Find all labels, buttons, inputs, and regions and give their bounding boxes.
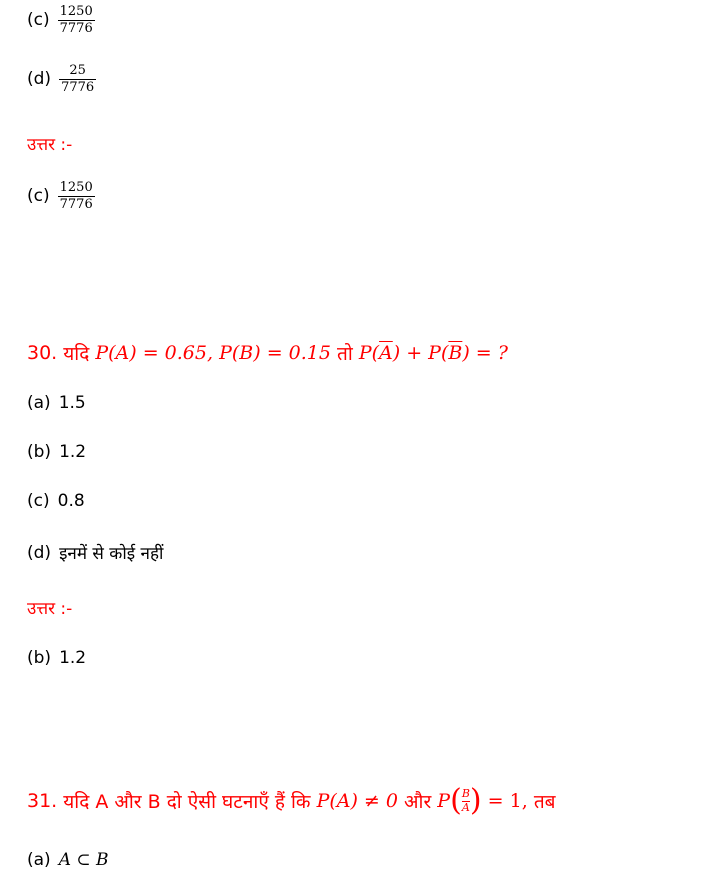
option-label: (c): [27, 186, 50, 207]
option-row: (c) 0.8: [27, 491, 85, 511]
answer-row: (b) 1.2: [27, 648, 87, 668]
option-row: (a) 1.5: [27, 393, 86, 413]
answer-heading: उत्तर :-: [27, 599, 73, 619]
option-row: [27, 63, 96, 95]
option-row: (a) A ⊂ B: [27, 850, 109, 870]
question-31: 31. यदि A और B दो ऐसी घटनाएँ हैं कि P(A) ≠ 0 और P ( B A ) = 1, तब: [27, 783, 556, 818]
question-number: 30.: [27, 342, 58, 364]
option-label: (d): [27, 69, 52, 90]
answer-row: [27, 180, 95, 212]
option-row: (b) 1.2: [27, 442, 87, 462]
option-row: [27, 4, 95, 36]
option-label: (c): [27, 10, 50, 31]
fraction: $\frac{1250}{7776}$: [59, 180, 93, 212]
option-row: (d) इनमें से कोई नहीं: [27, 542, 164, 564]
fraction: $\frac{25}{7776}$: [61, 63, 95, 95]
expression: $P(\overline{A}) + P(\overline{B})$ = ?: [358, 342, 508, 364]
question-number: 31.: [27, 790, 58, 812]
fraction: $\frac{1250}{7776}$: [59, 4, 93, 36]
question-30: 30. यदि P(A) = 0.65, P(B) = 0.15 तो $P(\overline{A}) + P(\overline{B})$ = ?: [27, 342, 508, 365]
answer-heading: उत्तर :-: [27, 135, 73, 155]
fraction: B A: [461, 787, 470, 814]
